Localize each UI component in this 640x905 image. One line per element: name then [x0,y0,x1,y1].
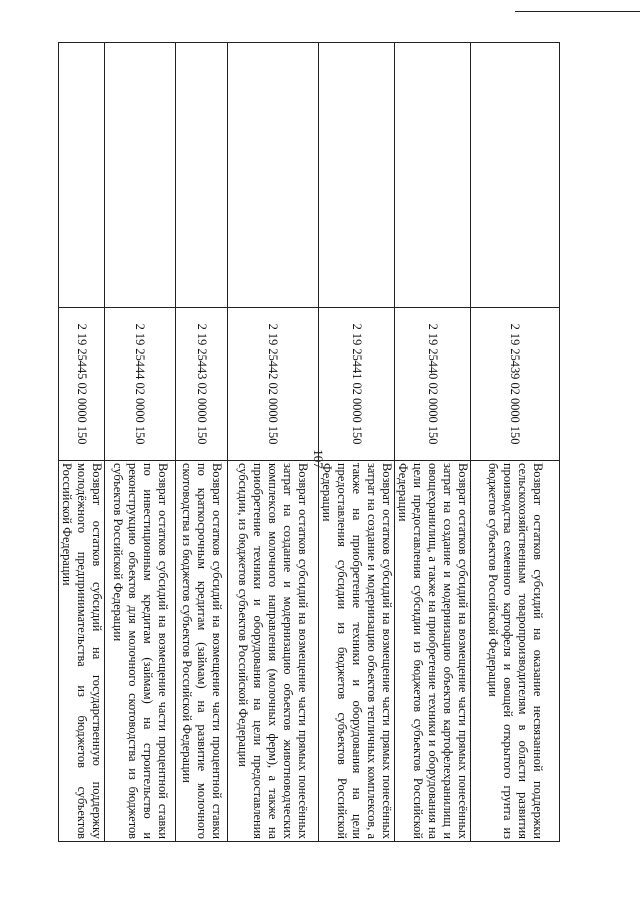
budget-description: Возврат остатков субсидий на возмещение части прямых понесённых затрат на создание и модернизацию объектов тепличных комплексов, а также на приобретение техники и оборудования на цели предоставления субсидии из бюджетов субъектов Российской Федерации [319,461,395,842]
empty-cell [105,43,176,308]
budget-code: 2 19 25444 02 0000 150 [105,308,176,461]
budget-code: 2 19 25439 02 0000 150 [471,308,560,461]
table-row [395,43,471,842]
budget-codes-table [58,42,560,842]
budget-description: Возврат остатков субсидий на возмещение части процентной ставки по инвестиционным кредитам (займам) на строительство и реконструкцию объектов для молочного скотоводства из бюджетов субъектов Российской Федерации [105,461,176,842]
budget-description: Возврат остатков субсидий на возмещение части процентной ставки по краткосрочным кредитам (займам) на развитие молочного скотоводства из бюджетов субъектов Российской Федерации [176,461,228,842]
page-number: 107 [311,449,326,469]
budget-code: 2 19 25440 02 0000 150 [395,308,471,461]
table-row [471,43,560,842]
empty-cell [59,43,105,308]
budget-code: 2 19 25441 02 0000 150 [319,308,395,461]
table-row [176,43,228,842]
budget-description: Возврат остатков субсидий на возмещение части прямых понесённых затрат на создание и модернизацию объектов животноводческих комплексов молочного направления (молочных ферм), а также на приобретение техники и оборудования на цели предоставления субсидии, из бюджетов субъектов Российской Федерации [228,461,319,842]
budget-code: 2 19 25442 02 0000 150 [228,308,319,461]
budget-description: Возврат остатков субсидий на возмещение части прямых понесённых затрат на создание и модернизацию объектов картофелехранилищ и овощехранилищ, а также на приобретение техники и оборудования на цели предоставления субсидии из бюджетов субъектов Российской Федерации [395,461,471,842]
empty-cell [319,43,395,308]
table-row [59,43,105,842]
budget-description: Возврат остатков субсидий на оказание несвязанной поддержки сельскохозяйственным товаропроизводителям в области развития производства семенного картофеля и овощей открытого грунта из бюджетов субъектов Российской Федерации [471,461,560,842]
table-row [105,43,176,842]
table-row [319,43,395,842]
empty-cell [471,43,560,308]
budget-description: Возврат остатков субсидий на государственную поддержку молодёжного предпринимательства из бюджетов субъектов Российской Федерации [59,461,105,842]
top-rule [515,11,640,12]
budget-code: 2 19 25445 02 0000 150 [59,308,105,461]
empty-cell [228,43,319,308]
table-row [228,43,319,842]
budget-code: 2 19 25443 02 0000 150 [176,308,228,461]
rotated-table-frame [60,42,560,844]
empty-cell [176,43,228,308]
empty-cell [395,43,471,308]
